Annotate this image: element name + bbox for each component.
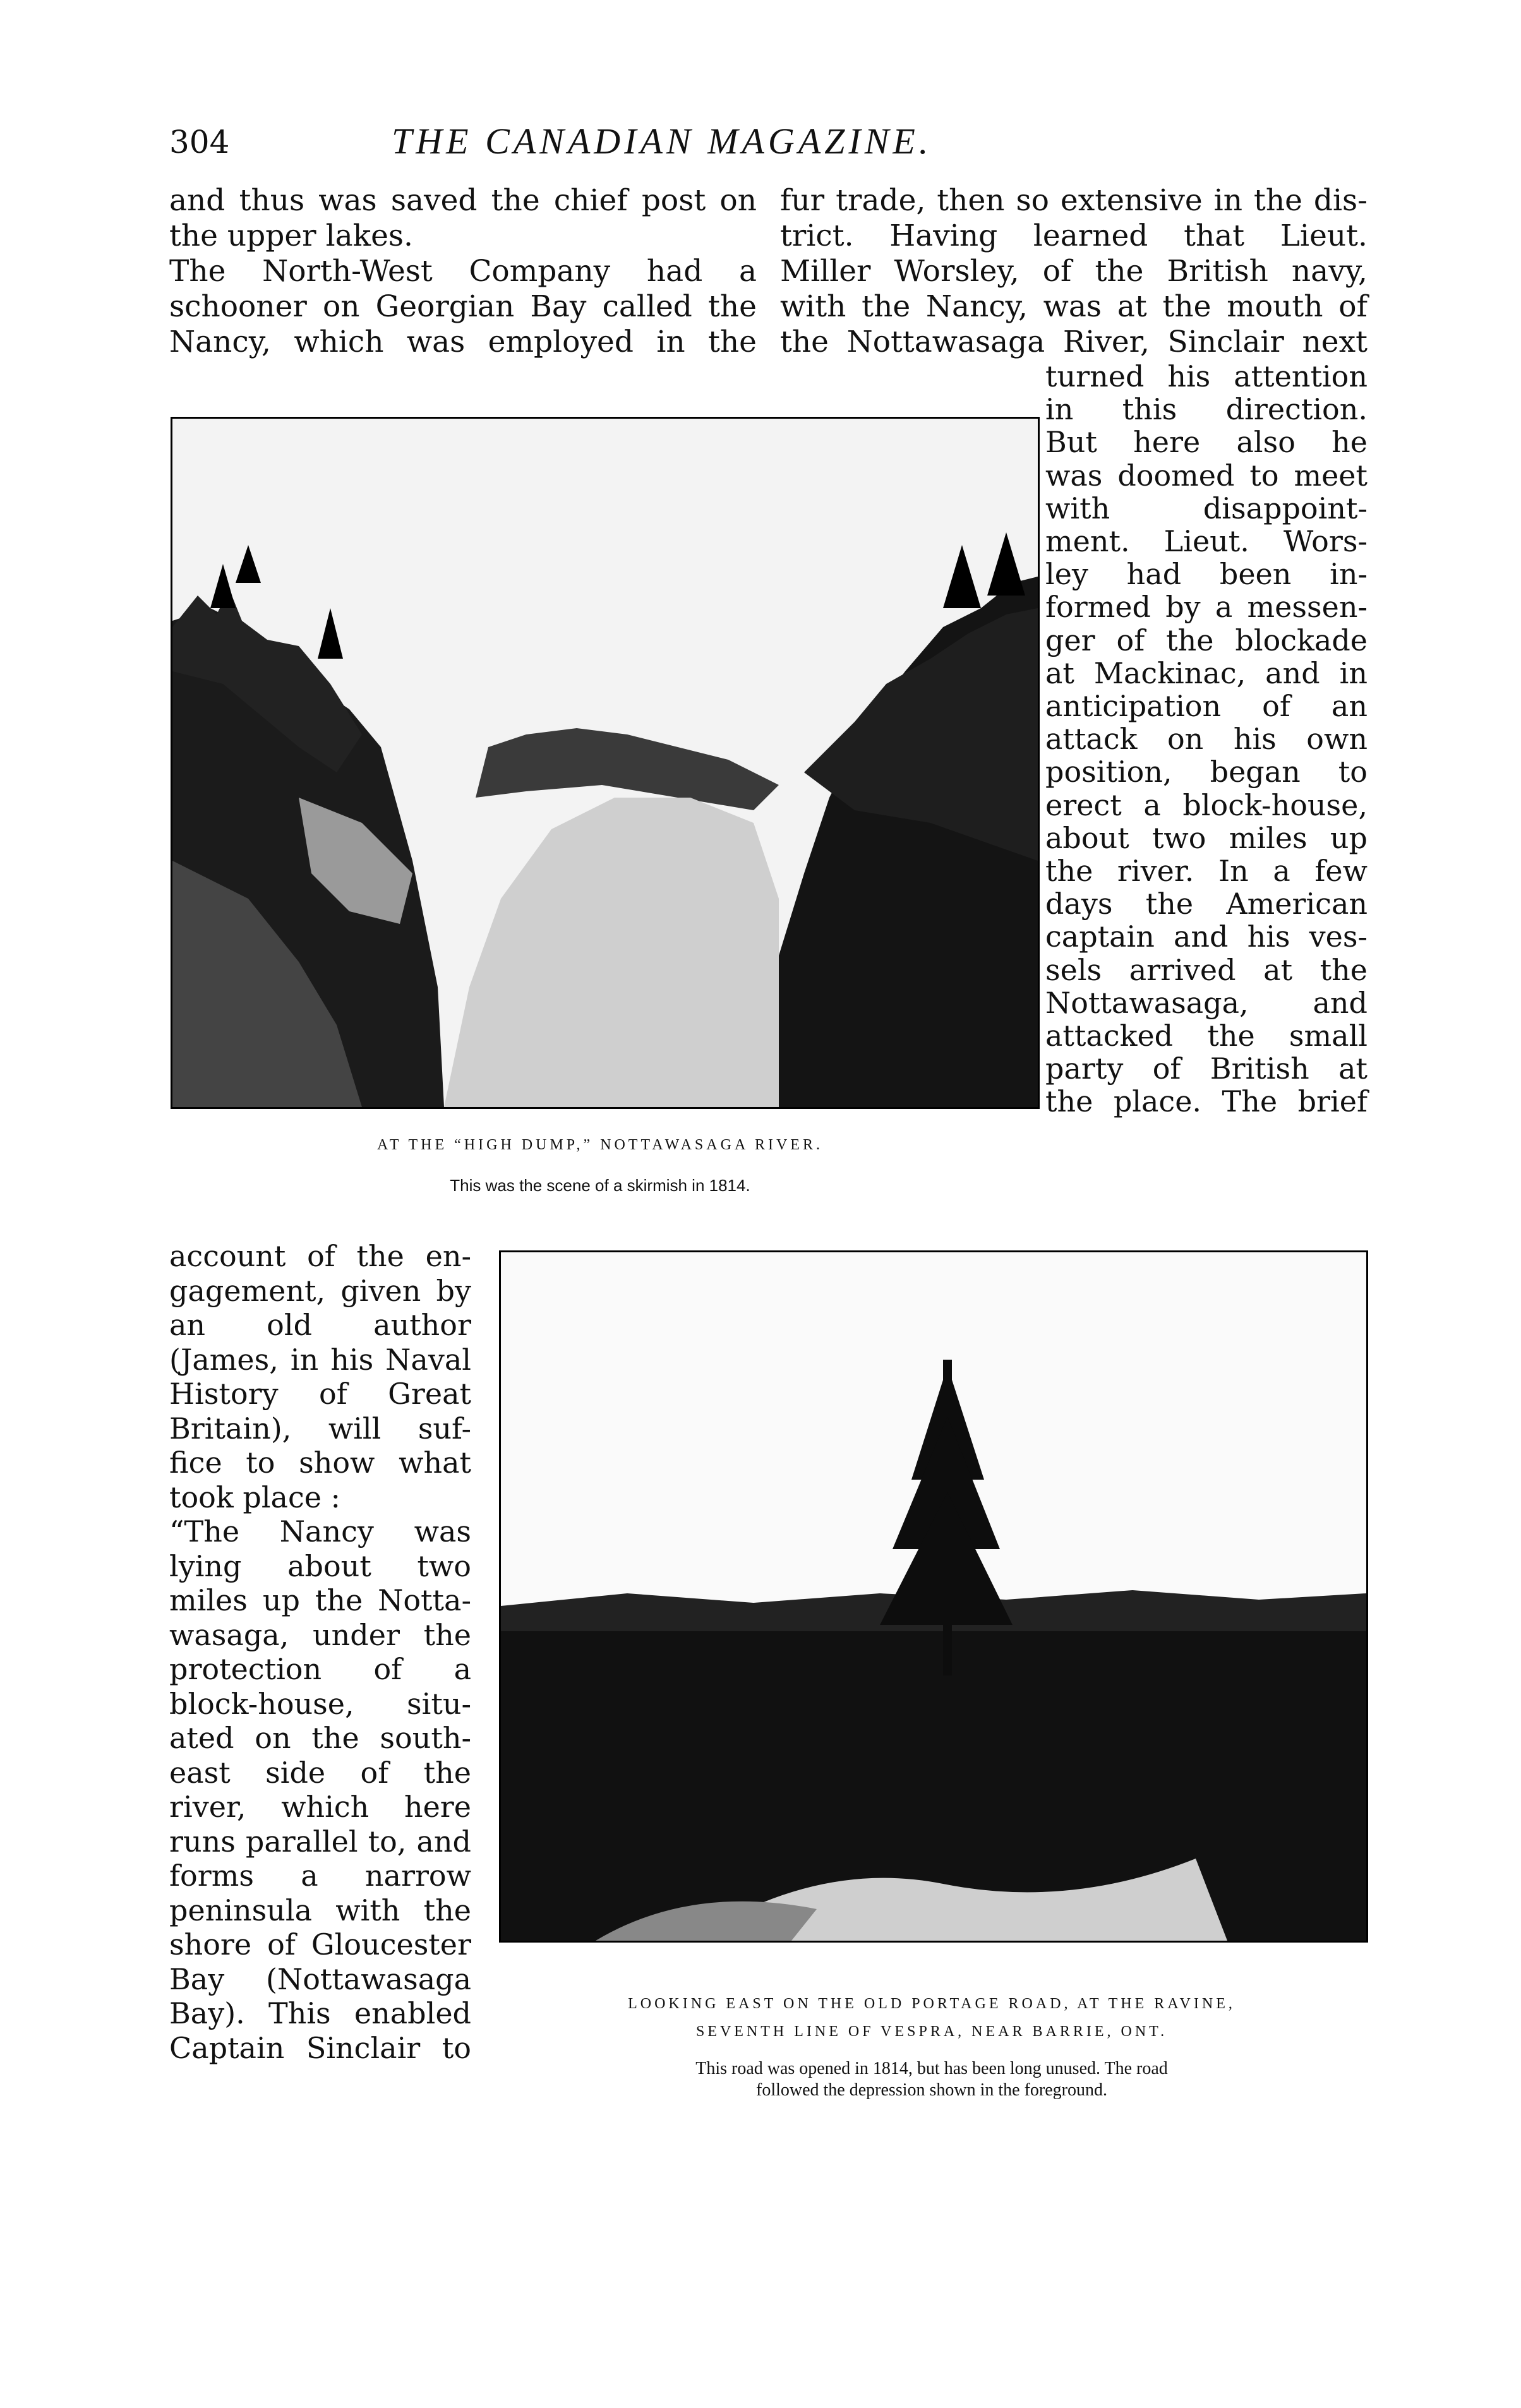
text-line: days the American: [1045, 887, 1368, 921]
text-line: Bay (Nottawasaga: [169, 1962, 471, 1996]
figure2-note-line2: followed the depression shown in the foreground.: [756, 2080, 1107, 2100]
text-line: forms a narrow: [169, 1859, 471, 1893]
text-line: took place :: [169, 1480, 341, 1514]
text-line: lying about two: [169, 1548, 471, 1583]
text-line: wasaga, under the: [169, 1617, 471, 1652]
text-line: Miller Worsley, of the British navy,: [780, 254, 1368, 289]
text-line: peninsula with the: [169, 1893, 471, 1927]
text-line: miles up the Notta-: [169, 1583, 471, 1617]
figure1-note: This was the scene of a skirmish in 1814.: [450, 1176, 750, 1195]
text-line: fice to show what: [169, 1446, 471, 1480]
text-line: But here also he: [1045, 425, 1368, 460]
text-line: ated on the south-: [169, 1721, 471, 1755]
running-head: THE CANADIAN MAGAZINE.: [392, 121, 932, 162]
text-line: Bay). This enabled: [169, 1996, 471, 2030]
figure2-caption-line2: SEVENTH LINE OF VESPRA, NEAR BARRIE, ONT.: [695, 2023, 1168, 2040]
text-line: about two miles up: [1045, 820, 1368, 855]
text-line: Nottawasaga, and: [1045, 985, 1368, 1020]
text-line: in this direction.: [1045, 392, 1368, 427]
photo-portage-road-tree: [499, 1250, 1368, 1943]
text-line: anticipation of an: [1045, 689, 1368, 723]
text-line: Britain), will suf-: [169, 1411, 471, 1446]
text-line: Nancy, which was employed in the: [169, 325, 757, 359]
text-line: “The Nancy was: [169, 1514, 471, 1548]
text-line: ley had been in-: [1045, 557, 1368, 592]
text-line: runs parallel to, and: [169, 1824, 471, 1859]
text-line: account of the en-: [169, 1239, 471, 1273]
text-line: the Nottawasaga River, Sinclair next: [780, 325, 1368, 359]
text-line: was doomed to meet: [1045, 458, 1368, 493]
figure2-note-line1: This road was opened in 1814, but has been long unused. The road: [695, 2059, 1168, 2078]
text-line: turned his attention: [1045, 359, 1368, 393]
portage-road-photo-image: [501, 1252, 1366, 1941]
text-line: and thus was saved the chief post on: [169, 183, 757, 218]
text-line: river, which here: [169, 1790, 471, 1824]
text-line: erect a block-house,: [1045, 788, 1368, 822]
text-line: the place. The brief: [1045, 1084, 1368, 1119]
text-line: ger of the blockade: [1045, 623, 1368, 657]
text-line: attack on his own: [1045, 722, 1368, 757]
river-photo-image: [172, 419, 1038, 1107]
text-line: the upper lakes.: [169, 219, 413, 253]
text-line: block-house, situ-: [169, 1686, 471, 1721]
text-line: formed by a messen-: [1045, 590, 1368, 625]
photo-high-dump-river: [171, 417, 1040, 1109]
figure1-caption: AT THE “HIGH DUMP,” NOTTAWASAGA RIVER.: [377, 1137, 823, 1153]
text-line: History of Great: [169, 1377, 471, 1411]
text-line: Captain Sinclair to: [169, 2030, 471, 2065]
text-line: schooner on Georgian Bay called the: [169, 289, 757, 324]
text-line: protection of a: [169, 1652, 471, 1686]
text-line: with disappoint-: [1045, 491, 1368, 525]
text-line: party of British at: [1045, 1051, 1368, 1086]
text-line: attacked the small: [1045, 1019, 1368, 1053]
figure2-caption-line1: LOOKING EAST ON THE OLD PORTAGE ROAD, AT THE RAVINE,: [628, 1996, 1235, 2012]
text-line: sels arrived at the: [1045, 952, 1368, 987]
text-line: gagement, given by: [169, 1273, 471, 1308]
text-line: (James, in his Naval: [169, 1342, 471, 1377]
text-line: an old author: [169, 1308, 471, 1342]
page-number: 304: [169, 124, 230, 160]
text-line: at Mackinac, and in: [1045, 656, 1368, 690]
text-line: trict. Having learned that Lieut.: [780, 219, 1368, 253]
text-line: position, began to: [1045, 755, 1368, 789]
text-line: shore of Gloucester: [169, 1927, 471, 1962]
text-line: fur trade, then so extensive in the dis-: [780, 183, 1368, 218]
text-line: captain and his ves-: [1045, 919, 1368, 954]
text-line: ment. Lieut. Wors-: [1045, 524, 1368, 558]
text-line: with the Nancy, was at the mouth of: [780, 289, 1368, 324]
text-line: the river. In a few: [1045, 854, 1368, 888]
text-line: The North-West Company had a: [169, 254, 757, 289]
text-line: east side of the: [169, 1755, 471, 1790]
